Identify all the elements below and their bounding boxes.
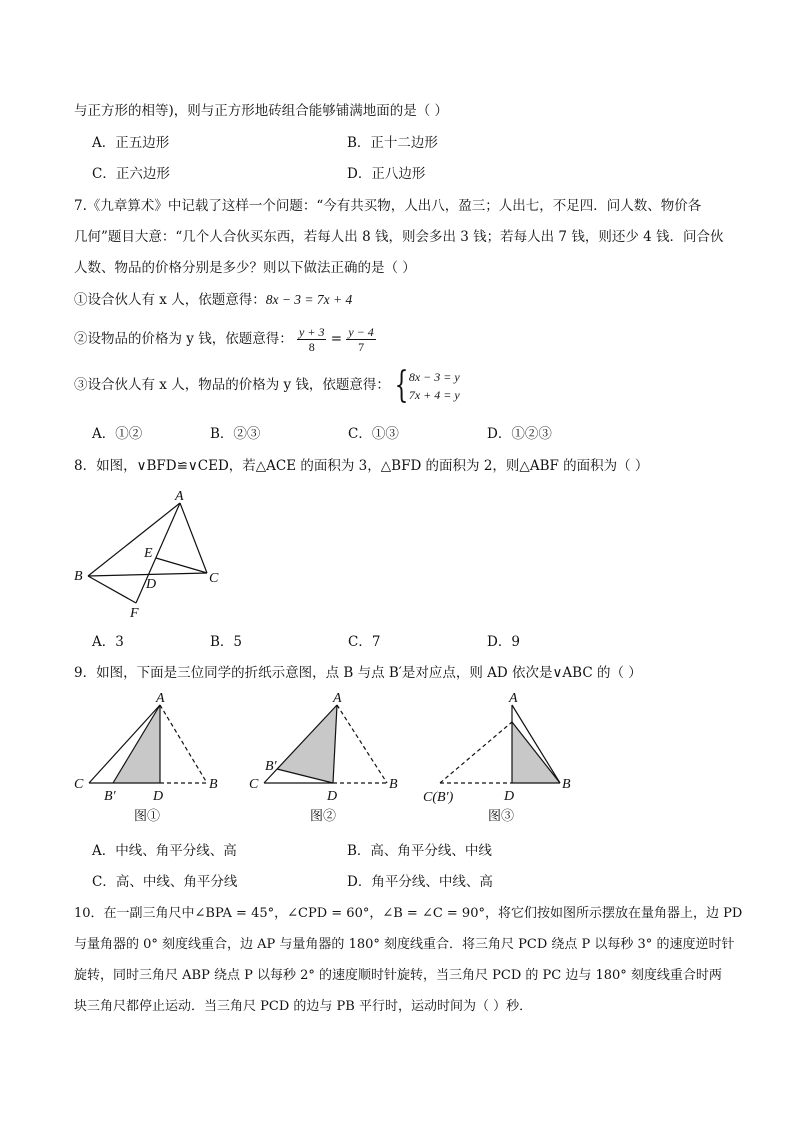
q8-option-b[interactable]: B．5 [210,634,243,650]
fig3-label-d: D [504,789,515,804]
segment-ab [88,503,180,576]
q9-option-a[interactable]: A．中线、角平分线、高 [92,843,237,859]
fig3-label-c-b-prime: C(B′) [423,790,454,805]
q7-statement-3 [74,366,460,404]
q6-option-a[interactable]: A．正五边形 [92,135,170,151]
q7-statement-1-equation: 8x − 3 = 7x + 4 [265,292,353,307]
segment-af [136,503,180,603]
q7-statement-1 [74,290,352,310]
q8-option-a[interactable]: A．3 [92,634,124,650]
system-brace-icon: { [394,364,409,406]
q10-stem-line-3: 旋转，同时三角尺 ABP 绕点 P 以每秒 2° 的速度顺时针旋转，当三角尺 PCD 的 PC 边与 180° 刻度线重合时两 [74,968,722,983]
q7-statement-1-text: ①设合伙人有 x 人，依题意得： [74,292,266,308]
fraction-numerator: y − 4 [348,325,374,339]
fig1-label-b-prime: B′ [104,789,116,804]
q7-option-b[interactable]: B．②③ [210,426,261,442]
fig1-label-a: A [156,691,165,706]
q9-figure-3 [423,691,571,823]
q6-option-c[interactable]: C．正六边形 [92,166,170,182]
q7-option-a[interactable]: A．①② [92,426,143,442]
q7-statement-2-text: ②设物品的价格为 y 钱，依题意得： [74,331,293,347]
segment-ac [180,503,207,573]
fraction-denominator: 7 [358,340,365,354]
fig2-label-b-prime: B′ [265,759,277,774]
fig2-caption: 图② [310,808,337,823]
fig3-caption: 图③ [488,808,515,823]
fig2-label-b: B [389,777,398,792]
fig2-label-a: A [333,691,342,706]
system-equation-2: 7x + 4 = y [408,387,460,402]
q7-stem-line-3: 人数、物品的价格分别是多少？则以下做法正确的是（ ） [74,260,416,276]
q10-stem-line-2: 与量角器的 0° 刻度线重合，边 AP 与量角器的 180° 刻度线重合．将三角尺 PCD 绕点 P 以每秒 3° 的速度逆时针 [74,937,735,952]
q7-statement-2-fraction-left [297,325,326,354]
fig1-label-c: C [74,777,84,792]
q7-statement-2-fraction-right [346,325,375,354]
fig1-caption: 图① [134,808,161,823]
q7-stem-line-1: 7.《九章算术》中记载了这样一个问题：“今有共买物，人出八，盈三；人出七，不足四．问人数、物价各 [74,198,702,214]
label-a: A [175,489,184,504]
fig2-label-c: C [249,777,259,792]
q8-stem: 8．如图，∨BFD≌∨CED，若△ACE 的面积为 3，△BFD 的面积为 2，则△ABF 的面积为（ ） [74,458,649,474]
q8-option-d[interactable]: D．9 [487,634,520,650]
q9-option-d[interactable]: D．角平分线、中线、高 [347,874,493,890]
label-d: D [146,577,157,592]
q10-stem-line-1: 10．在一副三角尺中∠BPA = 45°，∠CPD = 60°，∠B = ∠C = 90°，将它们按如图所示摆放在量角器上，边 PD [74,906,743,921]
q6-option-d[interactable]: D．正八边形 [347,166,426,182]
q9-stem: 9．如图，下面是三位同学的折纸示意图，点 B 与点 B′是对应点，则 AD 依次是∨ABC 的（ ） [74,665,642,681]
q6-option-b[interactable]: B．正十二边形 [347,135,438,151]
label-e: E [144,546,153,561]
q9-figures [60,690,600,830]
fig3-label-b: B [562,777,571,792]
q7-stem-line-2: 几何”题目大意：“几个人合伙买东西，若每人出 8 钱，则会多出 3 钱；若每人出 7 钱，则还少 4 钱．问合伙 [74,229,724,245]
fig3-label-a: A [509,691,518,706]
q7-statement-3-text: ③设合伙人有 x 人，物品的价格为 y 钱，依题意得： [74,377,390,393]
q6-stem-continuation: 与正方形的相等)，则与正方形地砖组合能够铺满地面的是（ ） [74,103,449,119]
q9-option-b[interactable]: B．高、角平分线、中线 [347,843,492,859]
q8-figure [70,485,230,620]
q7-statement-2-equals: = [330,331,343,347]
fig2-label-d: D [327,789,338,804]
q9-figure-1 [74,691,218,823]
q10-stem-line-4: 块三角尺都停止运动．当三角尺 PCD 的边与 PB 平行时，运动时间为（ ）秒． [74,999,533,1014]
segment-ce [156,558,207,573]
label-c: C [209,571,219,586]
q7-option-d[interactable]: D．①②③ [487,426,552,442]
fraction-numerator: y + 3 [299,325,325,339]
q7-option-c[interactable]: C．①③ [348,426,399,442]
label-f: F [130,606,139,620]
fig1-label-d: D [153,789,164,804]
fraction-denominator: 8 [308,340,315,354]
q9-figure-2 [249,691,398,823]
segment-bf [88,576,136,603]
q7-statement-3-system [409,368,460,404]
q9-option-c[interactable]: C．高、中线、角平分线 [92,874,238,890]
label-b: B [74,569,83,584]
system-equation-1: 8x − 3 = y [408,369,460,384]
fig1-label-b: B [209,777,218,792]
q7-statement-2 [74,322,376,356]
q8-option-c[interactable]: C．7 [348,634,381,650]
